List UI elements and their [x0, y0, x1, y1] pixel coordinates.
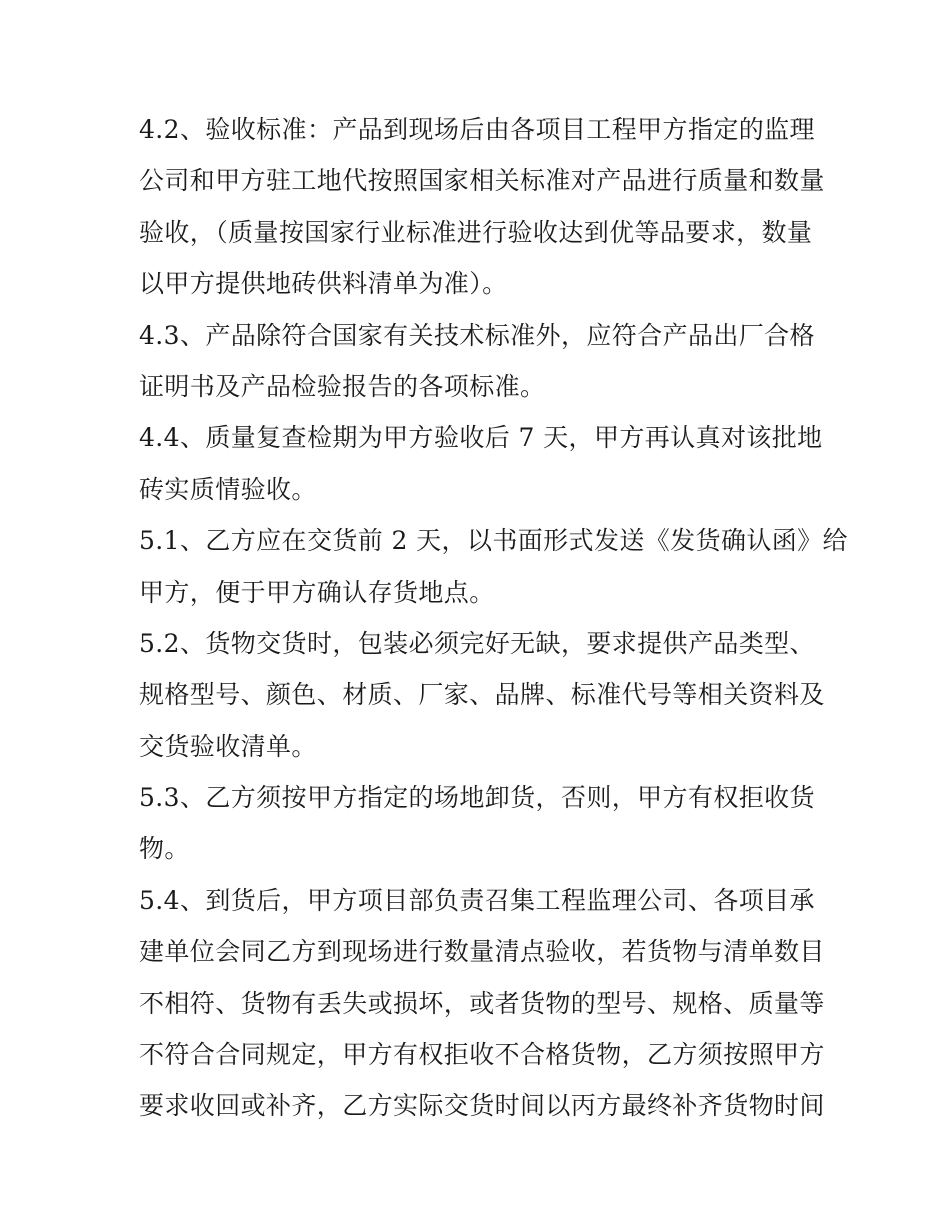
text-line: 砖实质情验收。 [139, 474, 317, 504]
text-line: 5.3、乙方须按甲方指定的场地卸货，否则，甲方有权拒收货 [139, 783, 815, 813]
text-line: 4.4、质量复查检期为甲方验收后 7 天，甲方再认真对该批地 [139, 423, 823, 453]
text-line: 4.2、验收标准：产品到现场后由各项目工程甲方指定的监理 [139, 115, 815, 144]
text-line: 以甲方提供地砖供料清单为准）。 [139, 269, 508, 299]
text-line: 甲方，便于甲方确认存货地点。 [139, 577, 495, 607]
text-line: 验收，（质量按国家行业标准进行验收达到优等品要求，数量 [139, 217, 813, 247]
text-line: 规格型号、颜色、材质、厂家、品牌、标准代号等相关资料及 [139, 680, 825, 710]
text-line: 4.3、产品除符合国家有关技术标准外，应符合产品出厂合格 [139, 320, 815, 350]
text-line: 要求收回或补齐，乙方实际交货时间以丙方最终补齐货物时间 [139, 1091, 825, 1121]
text-line: 物。 [139, 834, 190, 864]
text-line: 建单位会同乙方到现场进行数量清点验收，若货物与清单数目 [139, 937, 825, 967]
text-line: 不相符、货物有丢失或损坏，或者货物的型号、规格、质量等 [139, 988, 825, 1018]
text-line: 证明书及产品检验报告的各项标准。 [139, 371, 546, 401]
document-body [139, 104, 848, 1132]
text-line: 交货验收清单。 [139, 731, 317, 761]
text-line: 5.4、到货后，甲方项目部负责召集工程监理公司、各项目承 [139, 885, 815, 915]
text-line: 5.1、乙方应在交货前 2 天，以书面形式发送《发货确认函》给 [139, 526, 848, 556]
text-line: 不符合合同规定，甲方有权拒收不合格货物，乙方须按照甲方 [139, 1040, 825, 1070]
text-line: 公司和甲方驻工地代按照国家相关标准对产品进行质量和数量 [139, 166, 825, 196]
text-line: 5.2、货物交货时，包装必须完好无缺，要求提供产品类型、 [139, 628, 815, 658]
